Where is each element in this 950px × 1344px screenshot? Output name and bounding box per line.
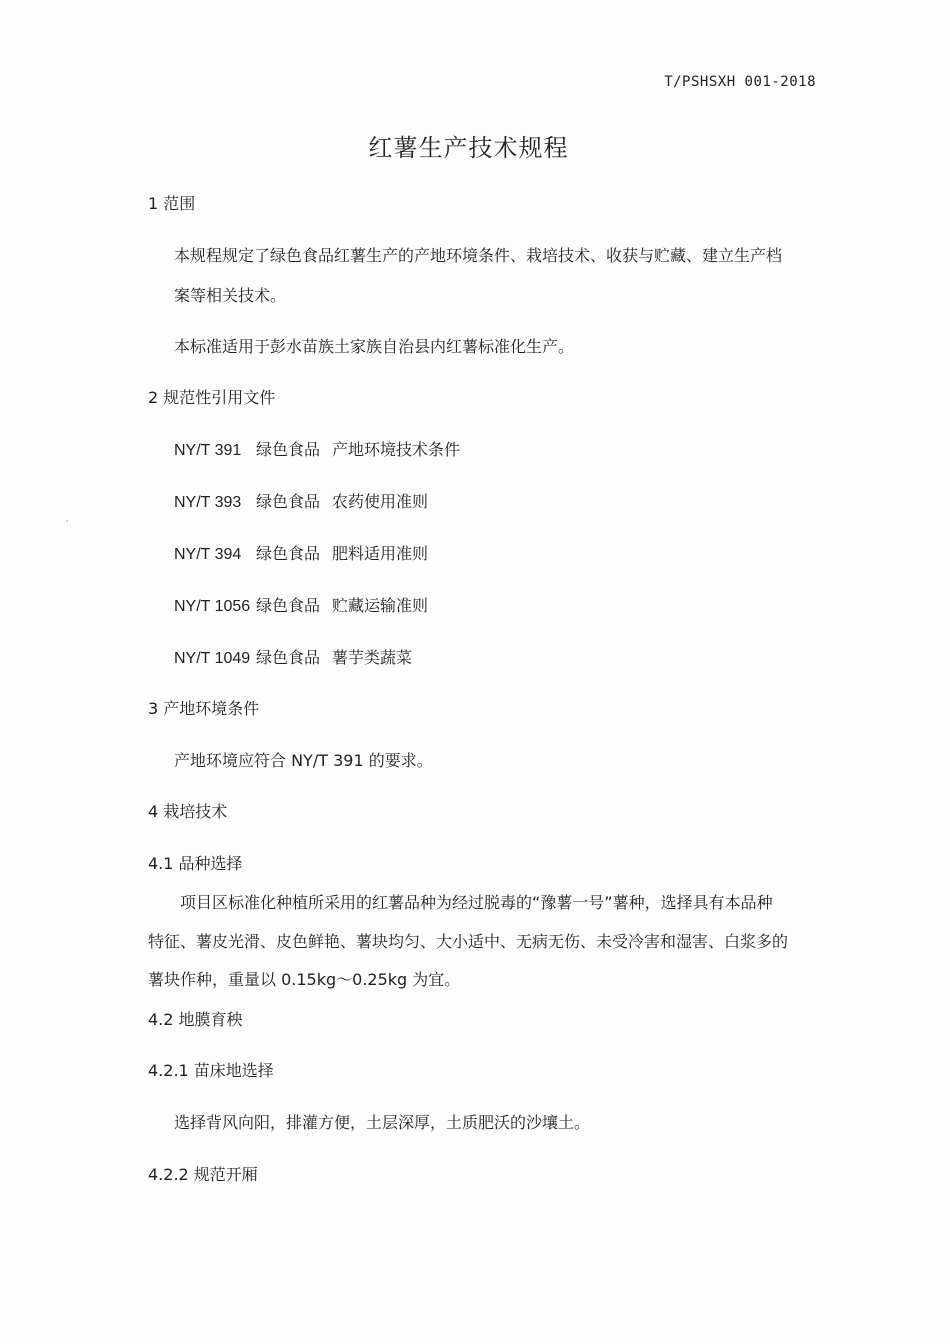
section-1-paragraph-line: 案等相关技术。	[174, 286, 287, 305]
reference-category: 绿色食品	[256, 648, 321, 667]
reference-code: NY/T 1049	[174, 650, 251, 667]
section-1-heading: 1 范围	[148, 194, 196, 213]
section-4-1-heading: 4.1 品种选择	[148, 854, 243, 873]
section-4-2-2-heading: 4.2.2 规范开厢	[148, 1165, 258, 1184]
reference-item	[174, 439, 460, 462]
reference-code: NY/T 393	[174, 494, 242, 511]
reference-code: NY/T 391	[174, 442, 242, 459]
section-4-2-heading: 4.2 地膜育秧	[148, 1010, 243, 1029]
reference-category: 绿色食品	[256, 492, 321, 511]
scan-artifact	[66, 520, 68, 522]
section-4-heading: 4 栽培技术	[148, 802, 228, 821]
reference-item	[174, 543, 428, 566]
section-4-2-1-heading: 4.2.1 苗床地选择	[148, 1061, 274, 1080]
reference-name: 肥料适用准则	[332, 544, 429, 563]
reference-name: 产地环境技术条件	[332, 440, 461, 459]
section-4-1-paragraph-line: 薯块作种，重量以 0.15kg～0.25kg 为宜。	[148, 970, 461, 989]
section-4-2-1-paragraph: 选择背风向阳，排灌方便，土层深厚，土质肥沃的沙壤土。	[174, 1113, 591, 1132]
reference-item	[174, 491, 428, 514]
reference-name: 贮藏运输准则	[332, 596, 429, 615]
reference-code: NY/T 1056	[174, 598, 251, 615]
reference-name: 薯芋类蔬菜	[332, 648, 413, 667]
section-4-1-paragraph-line: 特征、薯皮光滑、皮色鲜艳、薯块均匀、大小适中、无病无伤、未受冷害和湿害、白浆多的	[148, 932, 789, 951]
section-1-paragraph-line: 本规程规定了绿色食品红薯生产的产地环境条件、栽培技术、收获与贮藏、建立生产档	[174, 246, 783, 265]
document-code: T/PSHSXH 001-2018	[664, 74, 816, 90]
reference-category: 绿色食品	[256, 440, 321, 459]
reference-category: 绿色食品	[256, 596, 321, 615]
reference-item	[174, 595, 428, 618]
section-2-heading: 2 规范性引用文件	[148, 388, 276, 407]
section-3-paragraph: 产地环境应符合 NY/T 391 的要求。	[174, 751, 433, 770]
section-1-scope-paragraph: 本标准适用于彭水苗族土家族自治县内红薯标准化生产。	[174, 337, 575, 356]
reference-name: 农药使用准则	[332, 492, 429, 511]
section-4-1-paragraph-line: 项目区标准化种植所采用的红薯品种为经过脱毒的“豫薯一号”薯种，选择具有本品种	[180, 893, 773, 912]
reference-code: NY/T 394	[174, 546, 242, 563]
document-title: 红薯生产技术规程	[368, 134, 569, 162]
reference-category: 绿色食品	[256, 544, 321, 563]
reference-item	[174, 647, 412, 670]
section-3-heading: 3 产地环境条件	[148, 699, 260, 718]
